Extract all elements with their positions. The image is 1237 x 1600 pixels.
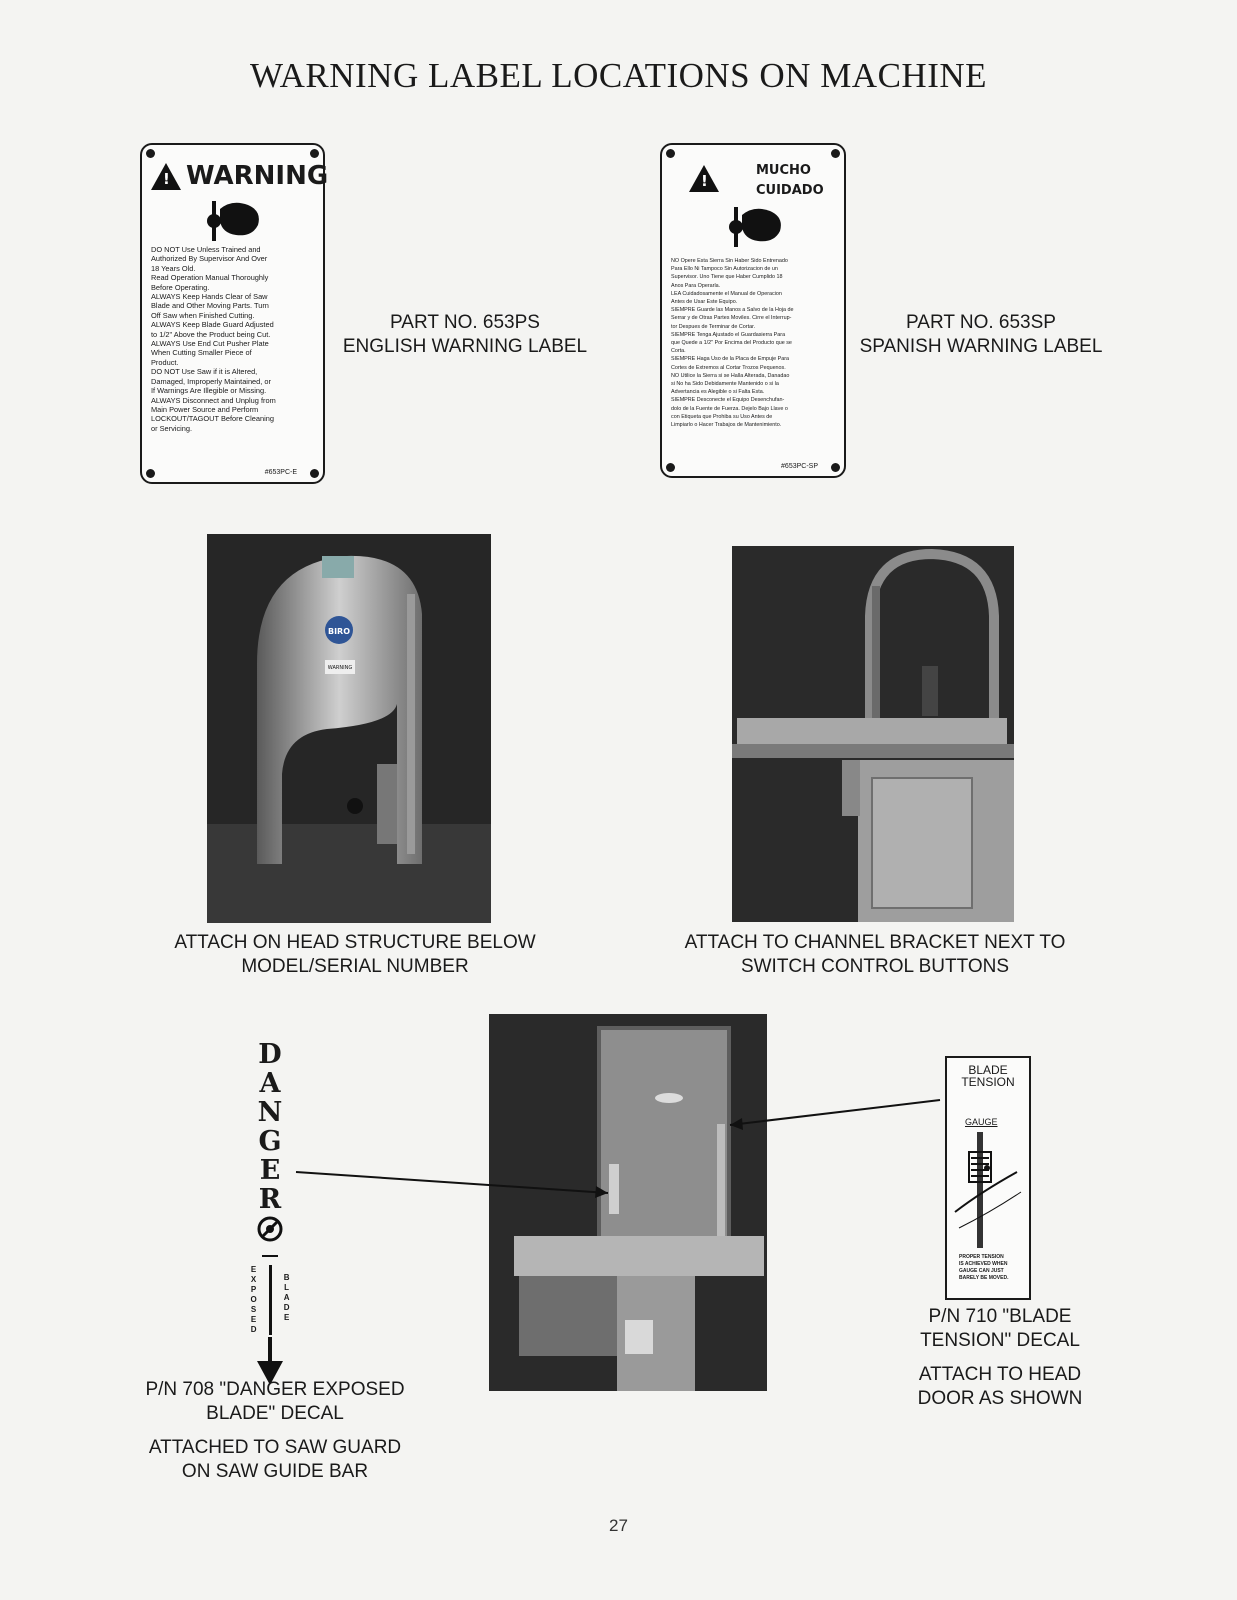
heading-line: CUIDADO <box>756 183 824 198</box>
label-line: Serrar y de Otras Partes Moviles. Cirre el Interrup- <box>671 315 792 322</box>
mount-hole <box>310 149 319 158</box>
blade-tension-decal <box>945 1056 1031 1300</box>
warning-heading: WARNING <box>186 161 329 191</box>
label-line: Read Operation Manual Thoroughly <box>151 273 269 283</box>
warning-sticker-text: WARNING <box>327 665 353 671</box>
label-line: que Quede a 1/2" Por Encima del Producto que se <box>671 340 792 347</box>
mount-hole <box>831 149 840 158</box>
caption-line: MODEL/SERIAL NUMBER <box>241 956 469 977</box>
note-line: IS ACHIEVED WHEN <box>959 1261 1008 1267</box>
english-label-caption <box>330 311 600 359</box>
label-line: Authorized By Supervisor And Over <box>151 254 268 264</box>
label-line: Main Power Source and Perform <box>151 404 259 414</box>
label-line: ALWAYS Keep Blade Guard Adjusted <box>151 320 274 330</box>
caption-line: P/N 710 "BLADE <box>928 1306 1072 1327</box>
label-line: SIEMPRE Desconecte el Equipo Desenchufan- <box>671 397 785 404</box>
danger-letter: A <box>259 1068 281 1099</box>
tension-title-line: TENSION <box>961 1075 1015 1089</box>
note-line: PROPER TENSION <box>959 1254 1004 1260</box>
label-line: Anos Para Operarla. <box>671 282 721 289</box>
no-hands-icon <box>257 1216 283 1242</box>
mount-hole <box>666 463 675 472</box>
spanish-warning-text <box>671 257 835 429</box>
vletter: A <box>283 1293 290 1302</box>
page-number: 27 <box>609 1516 628 1535</box>
label-line: Advertancia es Alegible o si Falta Esta. <box>671 389 765 396</box>
exposed-column <box>250 1265 256 1335</box>
caption-line: SWITCH CONTROL BUTTONS <box>740 956 1010 977</box>
danger-decal-caption <box>120 1378 430 1484</box>
vletter: D <box>283 1303 290 1312</box>
side-photo-caption <box>660 931 1090 979</box>
part-number: PART NO. 653SP <box>906 312 1056 333</box>
warning-triangle-icon: ! <box>689 165 719 192</box>
vletter: P <box>250 1285 257 1294</box>
mount-hole <box>146 149 155 158</box>
warning-triangle-icon: ! <box>151 163 181 190</box>
vletter: S <box>250 1305 257 1314</box>
label-code: #653PC-E <box>264 469 297 476</box>
danger-arrow-head <box>595 1186 608 1198</box>
page-title: WARNING LABEL LOCATIONS ON MACHINE <box>249 56 988 95</box>
label-line: Product. <box>151 357 179 367</box>
label-description: ENGLISH WARNING LABEL <box>342 336 588 357</box>
caption-line: ATTACHED TO SAW GUARD <box>148 1437 402 1458</box>
label-line: Antes de Usar Este Equipo. <box>671 299 738 306</box>
vletter: E <box>250 1265 257 1274</box>
heading-line: MUCHO <box>756 163 811 178</box>
part-number: PART NO. 653PS <box>390 312 540 333</box>
hand-blade-hazard-icon <box>202 197 264 243</box>
label-line: 18 Years Old. <box>151 263 196 273</box>
saw-head-photo <box>207 534 491 923</box>
gauge-label: GAUGE <box>965 1117 998 1127</box>
tension-arrow-line <box>730 1100 940 1125</box>
label-description: SPANISH WARNING LABEL <box>859 336 1103 357</box>
label-line: DO NOT Use Saw if it is Altered, <box>151 367 258 377</box>
label-line: SIEMPRE Guarde las Manos a Salvo de la Hoja de <box>671 307 794 314</box>
danger-letter: N <box>257 1097 283 1128</box>
vletter: X <box>250 1275 257 1284</box>
callout-arrows <box>290 1080 960 1220</box>
vletter: E <box>250 1315 257 1324</box>
label-line: Cortes de Extremos al Cortar Trozos Pequenos. <box>671 364 786 371</box>
label-line: When Cutting Smaller Piece of <box>151 348 252 358</box>
saw-side-photo <box>732 546 1014 922</box>
tension-note <box>959 1254 1008 1282</box>
vletter: B <box>283 1273 290 1282</box>
exposed-blade-vertical-text <box>250 1265 290 1335</box>
label-line: LOCKOUT/TAGOUT Before Cleaning <box>151 414 274 424</box>
vletter: D <box>250 1325 257 1334</box>
spanish-label-caption <box>846 311 1116 359</box>
danger-letter: G <box>258 1126 282 1157</box>
danger-exposed-blade-decal <box>250 1040 290 1392</box>
danger-letter: E <box>259 1155 281 1186</box>
spanish-warning-label <box>660 143 846 478</box>
vletter: L <box>284 1283 290 1292</box>
label-line: Off Saw when Finished Cutting. <box>151 310 255 320</box>
caption-line: ATTACH TO CHANNEL BRACKET NEXT TO <box>684 932 1066 953</box>
mount-hole <box>831 463 840 472</box>
mount-hole <box>666 149 675 158</box>
vletter: O <box>250 1295 257 1304</box>
label-line: Limpiarlo o Hacer Trabajos de Mantenimiento. <box>671 422 782 429</box>
tension-arrow-head <box>730 1118 743 1130</box>
english-warning-label <box>140 143 329 484</box>
note-line: BARELY BE MOVED. <box>959 1275 1009 1281</box>
caption-line: ON SAW GUIDE BAR <box>181 1461 369 1482</box>
bandsaw-side-illustration <box>732 546 1014 922</box>
label-line: Corta. <box>671 348 686 355</box>
blade-column <box>284 1273 290 1335</box>
caption-line: ATTACH ON HEAD STRUCTURE BELOW <box>174 932 536 953</box>
caption-line: P/N 708 "DANGER EXPOSED <box>145 1379 405 1400</box>
mucho-cuidado-heading <box>756 161 824 201</box>
mount-hole <box>146 469 155 478</box>
label-line: or Servicing. <box>151 423 193 433</box>
label-line: ALWAYS Use End Cut Pusher Plate <box>151 339 269 349</box>
english-warning-text <box>151 245 314 433</box>
label-line: LEA Cuidadosamente el Manual de Operacion <box>671 290 782 297</box>
label-line: NO Utilice la Sierra si se Halla Alterada, Danadao <box>671 372 790 379</box>
tension-title <box>947 1064 1029 1088</box>
hand-blade-hazard-icon <box>724 203 786 249</box>
caption-line: BLADE" DECAL <box>206 1403 344 1424</box>
biro-badge-text: BIRO <box>327 627 351 636</box>
label-line: SIEMPRE Tenga Ajustado el Guardasierra Para <box>671 331 786 338</box>
label-line: si No ha Sido Debidamente Mantenido o si la <box>671 381 779 388</box>
note-line: GAUGE CAN JUST <box>959 1268 1004 1274</box>
vletter: E <box>283 1313 290 1322</box>
caption-line: ATTACH TO HEAD <box>918 1364 1082 1385</box>
mount-hole <box>310 469 319 478</box>
decal-divider <box>262 1251 278 1257</box>
tension-gauge-illustration <box>951 1132 1027 1250</box>
label-line: Para Ello Ni Tampoco Sin Autorizacion de un <box>671 266 778 273</box>
label-line: NO Opere Esta Sierra Sin Haber Sido Entrenado <box>671 258 788 264</box>
label-code: #653PC-SP <box>781 463 818 470</box>
tension-title-line: BLADE <box>968 1063 1008 1077</box>
label-line: con Etiqueta que Prohiba su Uso Antes de <box>671 413 773 420</box>
head-photo-caption <box>160 931 550 979</box>
label-line: ALWAYS Keep Hands Clear of Saw <box>151 292 268 302</box>
label-line: tor Despues de Terminar de Cortar. <box>671 323 756 330</box>
decal-bar <box>269 1265 272 1335</box>
label-line: DO NOT Use Unless Trained and <box>151 245 261 254</box>
label-line: Blade and Other Moving Parts. Turn <box>151 301 269 311</box>
caption-line: TENSION" DECAL <box>920 1330 1080 1351</box>
label-line: dolo de la Fuente de Fuerza. Dejelo Bajo Llave o <box>671 405 788 412</box>
label-line: Supervisor. Uno Tiene que Haber Cumplido 18 <box>671 274 783 281</box>
label-line: Before Operating. <box>151 282 210 292</box>
tension-decal-caption <box>880 1305 1120 1411</box>
label-line: Damaged, Improperly Maintained, or <box>151 376 271 386</box>
label-line: ALWAYS Disconnect and Unplug from <box>151 395 276 405</box>
danger-letter: R <box>258 1184 282 1215</box>
danger-letter: D <box>258 1039 282 1070</box>
caption-line: DOOR AS SHOWN <box>917 1388 1083 1409</box>
label-line: SIEMPRE Haga Uso de la Placa de Empuje Para <box>671 356 790 363</box>
danger-arrow-line <box>296 1172 608 1193</box>
label-line: to 1/2" Above the Product being Cut. <box>151 329 271 339</box>
label-line: If Warnings Are Illegible or Missing. <box>151 386 267 396</box>
bandsaw-head-illustration <box>207 534 491 923</box>
